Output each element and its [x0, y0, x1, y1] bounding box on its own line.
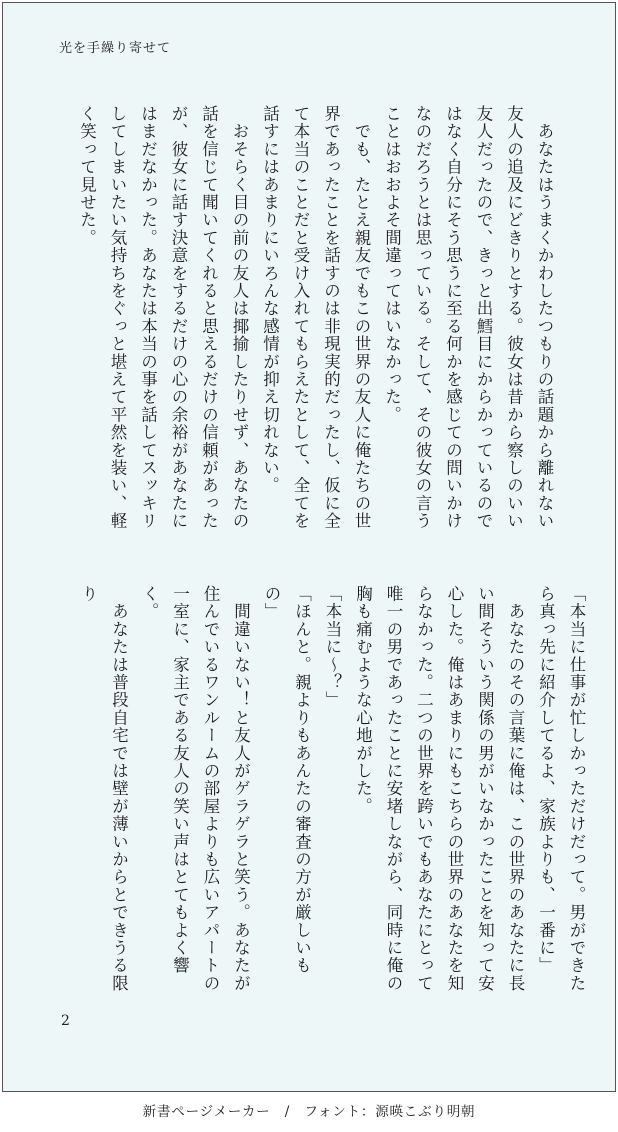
body-text-upper	[71, 105, 559, 533]
paragraph: あなたのその言葉に俺は、この世界のあなたに長い間そういう関係の男がいなかったことを知って安心した。俺はあまりにもこちらの世界のあなたを知らなかった。二つの世界を跨いでもあなたにとって唯一の男であったことに安堵しながら、同時に俺の胸も痛むような心地がした。	[353, 585, 525, 993]
book-page	[2, 2, 616, 1092]
page-number: 2	[61, 1013, 70, 1029]
paragraph: あなたは普段自宅では壁が薄いからとできうる限り	[79, 585, 129, 993]
footer-credit: 新書ページメーカー / フォント：源暎こぶり明朝	[142, 1104, 476, 1120]
paragraph: 間違いない！と友人がゲラゲラと笑う。あなたが住んでいるワンルームの部屋よりも広いアパートの一室に、家主である友人の笑い声はとてもよく響く。	[140, 585, 251, 993]
paragraph: でも、たとえ親友でもこの世界の友人に俺たちの世界であったことを話すのは非現実的だったし、仮に全て本当のことだと受け入れてもらえたとして、全てを話すにはあまりにいろんな感情が抑え切れない。	[260, 105, 371, 530]
paragraph: 「本当に仕事が忙しかっただけだって。男ができたら真っ先に紹介してるよ、家族よりも、一番に」	[536, 585, 586, 993]
paragraph: おそらく目の前の友人は揶揄したりせず、あなたの話を信じて聞いてくれると思えるだけの信頼があったが、彼女に話す決意をするだけの心の余裕があなたにはまだなかった。あなたは本当の事を話してスッキリしてしまいたい気持ちをぐっと堪えて平然を装い、軽く笑って見せた。	[77, 105, 249, 530]
page-header-title: 光を手繰り寄せて	[59, 41, 172, 56]
body-text-lower	[73, 585, 592, 1001]
paragraph: あなたはうまくかわしたつもりの話題から離れない友人の追及にどきりとする。彼女は昔から察しのいい友人だったので、きっと出鱈目にからかっているのではなく自分にそう思うに至る何かを感じての問いかけなのだろうとは思っている。そして、その彼女の言うことはおおよそ間違ってはいなかった。	[382, 105, 554, 530]
paragraph: 「本当に〜？」	[323, 585, 342, 709]
paragraph: 「ほんと。親よりもあんたの審査の方が厳しいもの」	[262, 585, 312, 975]
